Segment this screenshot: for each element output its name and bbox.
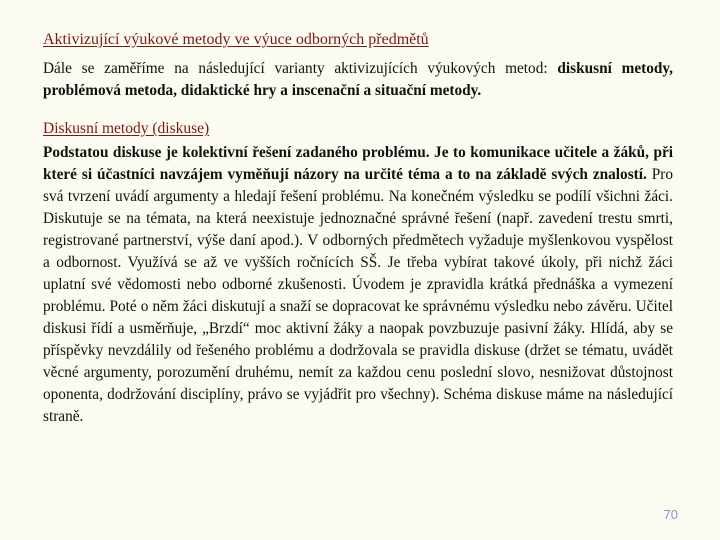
section-paragraph xyxy=(43,142,673,428)
slide-title: Aktivizující výukové metody ve výuce odborných předmětů xyxy=(43,31,429,48)
section-body-text: Pro svá tvrzení uvádí argumenty a hledají řešení problému. Na konečném výsledku se podílí všichni žáci. Diskutuje se na témata, na která neexistuje jednoznačné správné řešení (např. zavedení trestu smrti, registrované partnerství, výše daní apod.). V odborných předmětech vyžaduje myšlenkovou vyspělost a odbornost. Využívá se až ve vyšších ročnících SŠ. Je třeba vybírat takové úkoly, při nichž žáci uplatní své vědomosti nebo odborné zkušenosti. Úvodem je zpravidla krátká přednáška a vymezení problému. Poté o něm žáci diskutují a snaží se dopracovat ke správnému výsledku nebo závěru. Učitel diskusi řídí a usměrňuje, „Brzdí“ moc aktivní žáky a naopak povzbuzuje pasivní žáky. Hlídá, aby se příspěvky nevzdálily od řešeného problému a dodržovala se pravidla diskuse (držet se tématu, uvádět věcné argumenty, porozumění druhému, nemít za každou cenu poslední slovo, nesnižovat důstojnost oponenta, dodržování disciplíny, právo se vyjádřit pro všechny). Schéma diskuse máme na následující straně. xyxy=(43,166,674,425)
intro-text: Dále se zaměříme na následující varianty aktivizujících výukových metod: xyxy=(43,60,558,77)
page-number: 70 xyxy=(663,507,678,522)
slide-content xyxy=(43,30,673,428)
definition-text: Podstatou diskuse je kolektivní řešení zadaného problému. Je to komunikace učitele a žáků, při které si účastníci navzájem vyměňují názory na určité téma a to na základě svých znalostí. xyxy=(43,144,673,183)
intro-paragraph xyxy=(43,58,673,102)
intro-methods-list: diskusní metody, problémová metoda, didaktické hry a inscenační a situační metody. xyxy=(43,60,674,99)
section-heading: Diskusní metody (diskuse) xyxy=(43,120,210,137)
